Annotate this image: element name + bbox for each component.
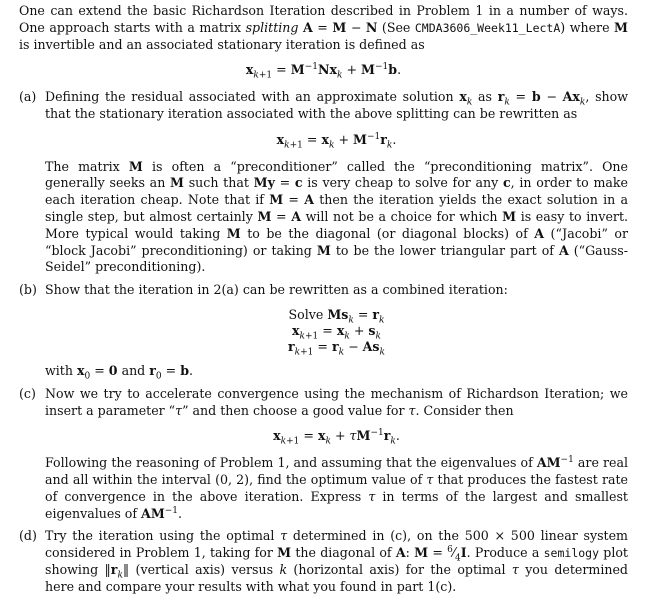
part-b-label: (b) [19, 282, 37, 298]
course-reference: CMDA3606_Week11_LectA [414, 20, 561, 35]
part-b-eq2: $x_{k+1} = x_k + s_k$ [292, 322, 381, 342]
part-d [19, 528, 628, 595]
part-d-label: (d) [19, 528, 37, 544]
intro-text-2: (See [377, 19, 415, 35]
intro-text-1: One can extend the basic Richardson Iteration described in Problem 1 in a number of ways. One approach starts with a matrix [19, 3, 628, 35]
part-b-eq3: $r_{k+1} = r_k - As_k$ [288, 338, 385, 358]
part-c-equation: $x_{k+1} = x_k + \tau M^{-1}r_k$. [273, 428, 400, 447]
part-b-tail: with $x_0 = 0$ and $r_0 = b$. [45, 362, 194, 382]
intro-text-4: is invertible and an associated stationary iteration is defined as [19, 36, 425, 52]
intro-splitting-word: splitting [245, 19, 299, 35]
part-c-paragraph: Following the reasoning of Problem 1, and assuming that the eigenvalues of $AM^{-1}$ are real and all within the interval (0, 2), find the optimum value of τ that produces the fastest rate of convergence in the above iteration. Express τ in terms of the largest and smallest eigenvalues of $AM^{-1}$. [45, 454, 629, 521]
part-c-label: (c) [19, 385, 36, 401]
intro-equation: $x_{k+1} = M^{-1}Nx_k + M^{-1}b$. [245, 62, 402, 81]
part-c [19, 386, 628, 523]
intro-text-3: ) where [560, 19, 615, 35]
part-a-paragraph: The matrix M is often a “preconditioner” called the “preconditioning matrix”. One generally seeks an M such that My = c is very cheap to solve for any c, in order to make each iteration cheap. Note that if M = A then the iteration yields the exact solution in a single step, but almost certainly M = A will not be a choice for which M is easy to invert. More typical would taking M to be the diagonal (or diagonal blocks) of A (“Jacobi” or “block Jacobi” preconditioning) or taking M to be the lower triangular part of A (“Gauss-Seidel” preconditioning). [45, 158, 629, 275]
part-d-text: Try the iteration using the optimal τ determined in (c), on the 500 × 500 linear system considered in Problem 1, taking for M the diagonal of A: $M = ^6⁄_4I$. Produce a semilogy plot showing $‖r_k‖$ (vertical axis) versus k (horizontal axis) for the optimal τ you determined here and compare your results with what you found in part 1(c). [45, 528, 629, 594]
part-a [19, 89, 628, 276]
part-a-label: (a) [19, 89, 37, 105]
part-a-text: Defining the residual associated with an approximate solution $x_k$ as $r_k = b - Ax_k$, show that the stationary iteration associated with the above splitting can be rewritten as [45, 89, 629, 121]
intro-paragraph: One can extend the basic Richardson Iteration described in Problem 1 in a number of ways. One approach starts with a matrix splitting A = M − N (See CMDA3606_Week11_LectA) where M is invertible and an associated stationary iteration is defined as [19, 3, 628, 52]
part-b-text: Show that the iteration in 2(a) can be rewritten as a combined iteration: [45, 282, 508, 298]
part-b [19, 282, 628, 380]
part-b-equations [45, 306, 628, 358]
semilogy-code: semilogy [543, 546, 600, 561]
part-b-eq1: Solve $Ms_k = r_k$ [288, 306, 385, 326]
part-c-text: Now we try to accelerate convergence using the mechanism of Richardson Iteration; we insert a parameter “τ” and then choose a good value for τ. Consider then [45, 385, 628, 418]
part-a-equation: $x_{k+1} = x_k + M^{-1}r_k$. [276, 131, 397, 151]
